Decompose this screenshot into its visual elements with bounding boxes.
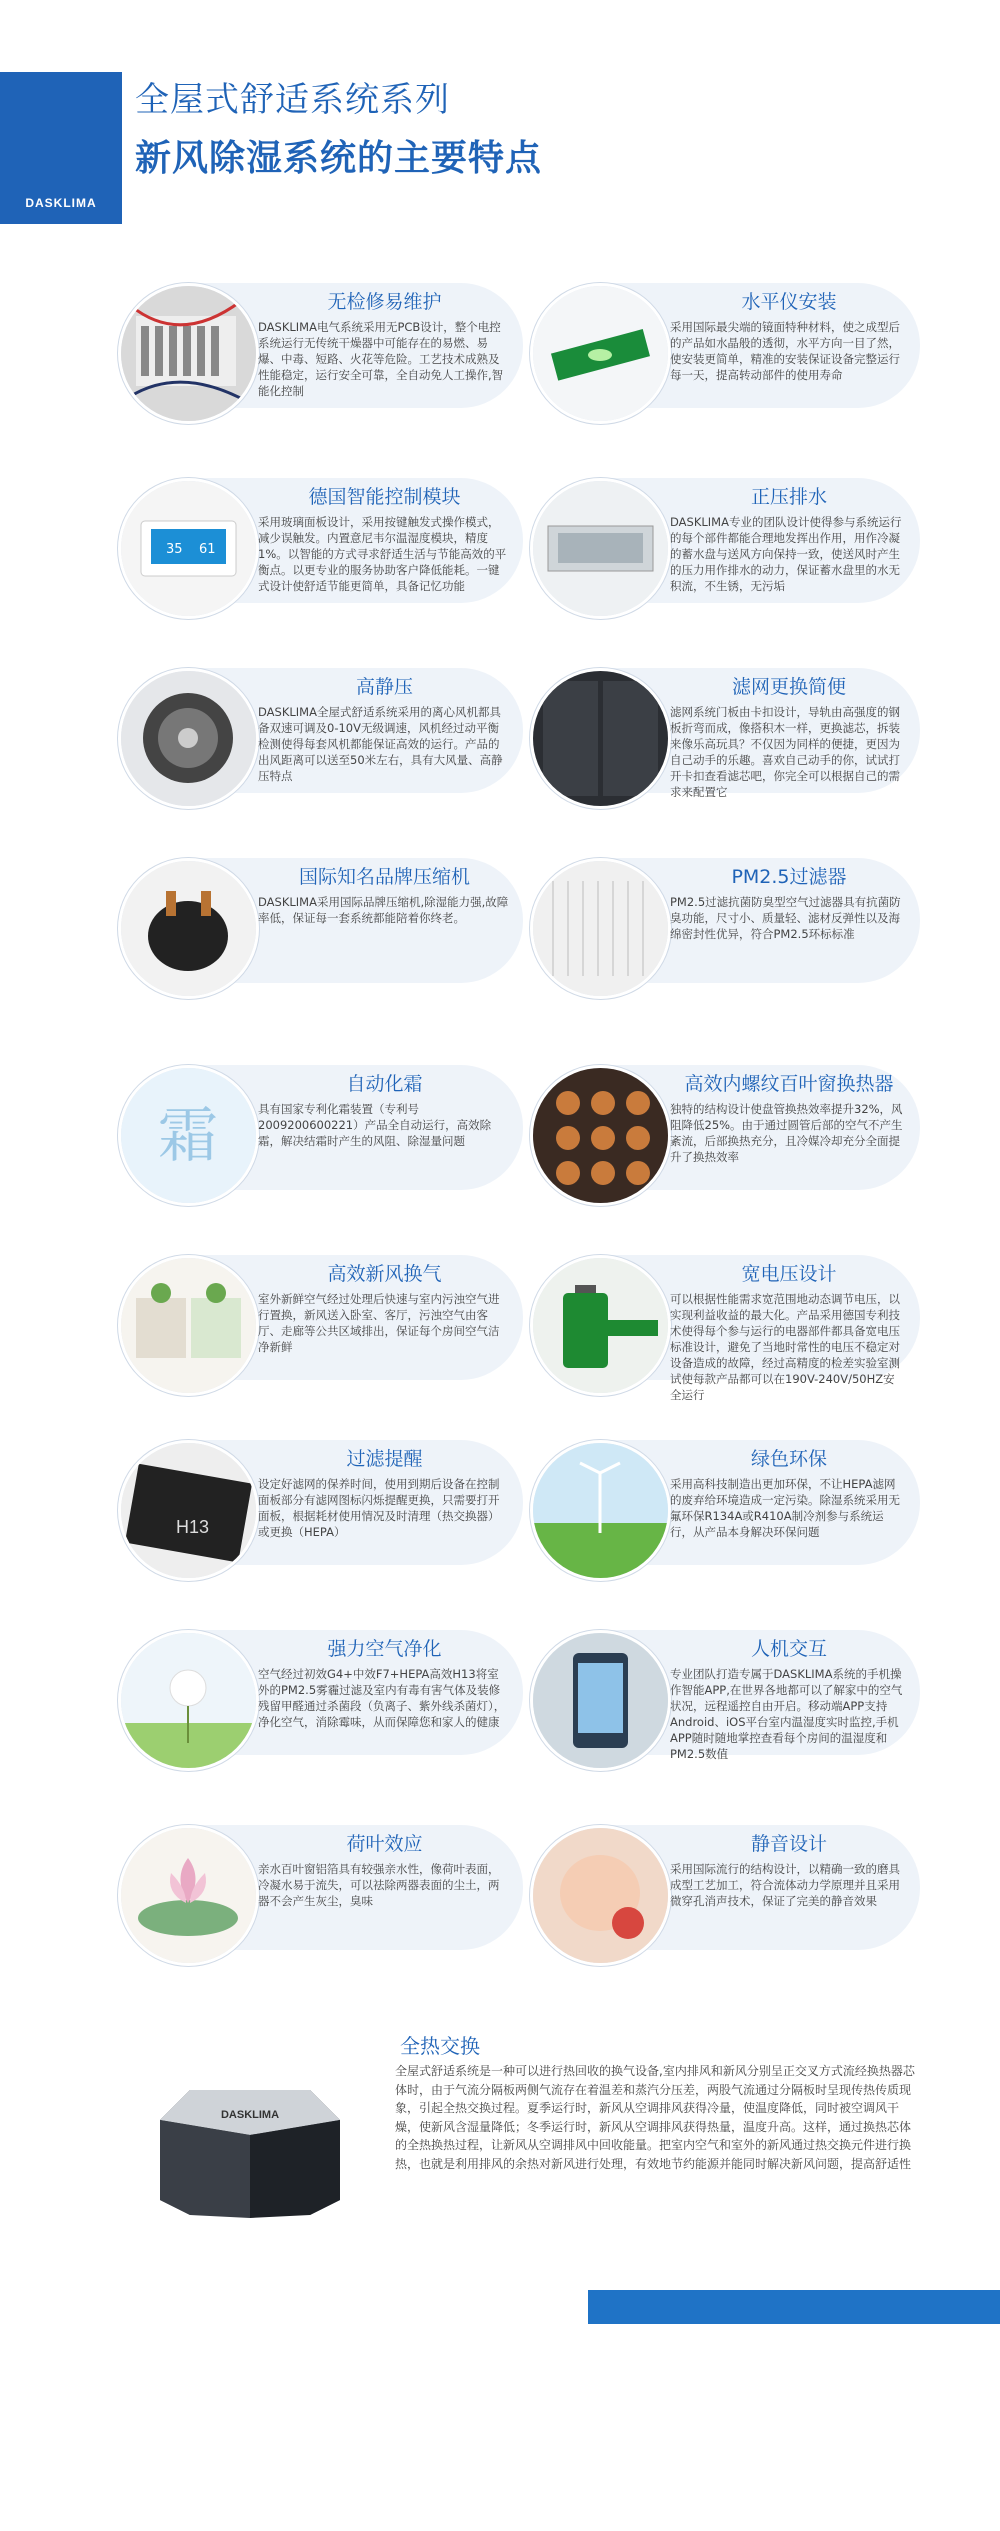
- feature-desc: 采用国际流行的结构设计，以精确一致的磨具成型工艺加工，符合流体动力学原理并且采用微穿孔消声技术，保证了完美的静音效果: [670, 1862, 900, 1908]
- dandelion-image: [118, 1630, 259, 1771]
- feature-desc: 空气经过初效G4+中效F7+HEPA高效H13将室外的PM2.5雾霾过滤及室内有毒有害气体及装修残留甲醛通过杀菌段（负离子、紫外线杀菌灯），净化空气，消除霉味，从而保障您和家人的健康: [258, 1667, 506, 1729]
- feature-title: 水平仪安装: [741, 291, 837, 313]
- feature-card: [530, 1255, 920, 1402]
- drain-unit-image: [530, 478, 671, 619]
- feature-card: [118, 1255, 523, 1380]
- feature-title: 强力空气净化: [327, 1638, 442, 1660]
- feature-card: [118, 283, 523, 408]
- feature-desc: DASKLIMA电气系统采用无PCB设计，整个电控系统运行无传统干燥器中可能存在的易燃、易爆、中毒、短路、火花等危险。工艺技术成熟及性能稳定，运行安全可靠，全自动免人工操作,智能化控制: [258, 320, 504, 398]
- feature-title: 高效新风换气: [327, 1263, 442, 1285]
- lotus-image: [118, 1825, 259, 1966]
- feature-card: [530, 1630, 920, 1761]
- feature-card: [530, 668, 920, 799]
- unit-logo-text: DASKLIMA: [220, 2109, 280, 2121]
- feature-card: [118, 668, 523, 793]
- feature-desc: DASKLIMA专业的团队设计使得参与系统运行的每个部件都能合理地发挥出作用，用作冷凝的蓄水盘与送风方向保持一致，使送风时产生的压力用作排水的动力，保证蓄水盘里的水无积流，不生锈，无污垢: [670, 515, 902, 593]
- copper-tubes-image: [530, 1065, 671, 1206]
- svg-text:H13: H13: [176, 1517, 210, 1537]
- svg-text:61: 61: [199, 542, 216, 557]
- heat-exchange-desc: 全屋式舒适系统是一种可以进行热回收的换气设备,室内排风和新风分别呈正交叉方式流经换热器芯体时，由于气流分隔板两侧气流存在着温差和蒸汽分压差，两股气流通过分隔板时呈现传热传质现象，引起全热交换过程。夏季运行时，新风从空调排风获得冷量，使温度降低，同时被空调风干燥，使新风含湿量降低；冬季运行时，新风从空调排风获得热量，温度升高。这样，通过换热芯体的全热换热过程，让新风从空调排风中回收能量。把室内空气和室外的新风通过热交换元件进行换热，也就是利用排风的余热对新风进行处理，有效地节约能源并能同时解决新风问题，提高舒适性: [395, 2064, 915, 2171]
- feature-title: 过滤提醒: [346, 1448, 423, 1470]
- feature-title: 人机交互: [750, 1638, 827, 1660]
- spirit-level-image: [530, 283, 671, 424]
- feature-desc: 可以根据性能需求宽范围地动态调节电压，以实现利益收益的最大化。产品采用德国专利技术使得每个参与运行的电器部件都具备宽电压标准设计，避免了当地时常性的电压不稳定对设备造成的故障，经过高精度的检差实验室测试使每款产品都可以在190V-240V/50HZ安全运行: [670, 1292, 900, 1402]
- heat-exchange-title: 全热交换: [400, 2034, 480, 2058]
- green-field-image: [530, 1440, 671, 1581]
- feature-card: [530, 478, 920, 603]
- feature-title: 正压排水: [750, 486, 827, 508]
- feature-desc: 室外新鲜空气经过处理后快速与室内污浊空气进行置换，新风送入卧室、客厅，污浊空气由客厅、走廊等公共区域排出，保证每个房间空气洁净新鲜: [258, 1292, 500, 1354]
- feature-title: PM2.5过滤器: [731, 866, 847, 888]
- feature-desc: 采用高科技制造出更加环保，不让HEPA滤网的废弃给环境造成一定污染。除湿系统采用无氟环保R134A或R410A制冷剂参与系统运行，从产品本身解决环保问题: [670, 1477, 900, 1539]
- heat-exchanger-unit-image: [150, 2060, 350, 2220]
- feature-title: 高静压: [355, 676, 413, 698]
- feature-title: 高效内螺纹百叶窗换热器: [684, 1073, 894, 1095]
- brand-logo-block: [0, 72, 122, 224]
- compressor-image: [118, 858, 259, 999]
- h13-filter-image: [118, 1440, 259, 1581]
- feature-desc: DASKLIMA采用国际品牌压缩机,除湿能力强,故障率低，保证每一套系统都能陪着你终老。: [258, 895, 509, 925]
- feature-title: 静音设计: [750, 1833, 827, 1855]
- sleeping-baby-image: [530, 1825, 671, 1966]
- feature-title: 德国智能控制模块: [308, 486, 461, 508]
- svg-text:霜: 霜: [158, 1101, 218, 1171]
- feature-desc: PM2.5过滤抗菌防臭型空气过滤器具有抗菌防臭功能，尺寸小、质量轻、滤材反弹性以及海绵密封性优异，符合PM2.5环标标准: [670, 895, 901, 941]
- svg-text:35: 35: [166, 542, 183, 557]
- feature-card: [530, 1825, 920, 1950]
- feature-card: [530, 858, 920, 983]
- feature-title: 无检修易维护: [327, 291, 442, 313]
- battery-image: [530, 1255, 671, 1396]
- feature-card: [118, 478, 523, 603]
- feature-desc: 设定好滤网的保养时间，使用到期后设备在控制面板部分有滤网图标闪烁提醒更换，只需要打开面板，根据耗材使用情况及时清理（热交换器）或更换（HEPA）: [258, 1477, 500, 1539]
- brand-logo: DASKLIMA: [25, 196, 97, 210]
- feature-title: 自动化霜: [346, 1073, 423, 1095]
- feature-title: 国际知名品牌压缩机: [298, 866, 470, 888]
- feature-card: [530, 1440, 920, 1565]
- feature-desc: 具有国家专利化霜装置（专利号2009200600221）产品全自动运行，高效除霜，解决结霜时产生的风阻、除湿量问题: [258, 1102, 492, 1148]
- feature-title: 绿色环保: [750, 1448, 827, 1470]
- feature-desc: 独特的结构设计使盘管换热效率提升32%，风阻降低25%。由于通过圆管后部的空气不产生紊流，后部换热充分，且冷媒冷却充分全面提升了换热效率: [670, 1102, 903, 1164]
- footer-accent-bar: [588, 2290, 1000, 2324]
- feature-title: 荷叶效应: [346, 1833, 423, 1855]
- frost-character-image: [118, 1065, 259, 1206]
- fresh-air-room-image: [118, 1255, 259, 1396]
- feature-desc: 采用国际最尖端的镜面特种材料，使之成型后的产品如水晶般的透彻，水平方向一目了然，使安装更简单，精准的安装保证设备完整运行每一天，提高转动部件的使用寿命: [670, 320, 900, 382]
- feature-card: [530, 1065, 920, 1190]
- page-subtitle: 新风除湿系统的主要特点: [135, 138, 543, 179]
- feature-desc: 采用玻璃面板设计，采用按键触发式操作模式，减少误触发。内置意尼韦尔温湿度模块，精度1%。以智能的方式寻求舒适生活与节能高效的平衡点。以更专业的服务协助客户降低能耗。一键式设计使舒适节能更简单，具备记忆功能: [258, 515, 507, 593]
- filter-panel-image: [530, 668, 671, 809]
- feature-card: [118, 1440, 523, 1565]
- feature-desc: 亲水百叶窗铝箔具有较强亲水性，像荷叶表面，冷凝水易于流失，可以祛除两器表面的尘土，两器不会产生灰尘，臭味: [258, 1862, 500, 1908]
- feature-card: [118, 1825, 523, 1950]
- feature-desc: 滤网系统门板由卡扣设计，导轨由高强度的钢板折弯而成，像搭积木一样，更换滤芯，拆装来像乐高玩具？不仅因为同样的便捷，更因为自己动手的乐趣。喜欢自己动手的你，试试打开卡扣查看滤芯吧，你完全可以根据自己的需求来配置它: [670, 705, 900, 799]
- feature-desc: DASKLIMA全屋式舒适系统采用的离心风机都具备双速可调及0-10V无级调速，风机经过动平衡检测使得每套风机都能保证高效的运行。产品的出风距离可以送至50米左右，具有大风量、高静压特点: [258, 705, 503, 783]
- pm25-filter-image: [530, 858, 671, 999]
- feature-card: [530, 283, 920, 408]
- feature-card: [118, 1630, 523, 1755]
- electrical-terminals-image: [118, 283, 259, 424]
- feature-title: 宽电压设计: [741, 1263, 837, 1285]
- centrifugal-fan-image: [118, 668, 259, 809]
- control-panel-image: [118, 478, 259, 619]
- page-title: 全屋式舒适系统系列: [135, 80, 450, 120]
- feature-card: [118, 1065, 523, 1190]
- feature-title: 滤网更换简便: [731, 676, 846, 698]
- feature-card: [118, 858, 523, 983]
- feature-desc: 专业团队打造专属于DASKLIMA系统的手机操作智能APP,在世界各地都可以了解家中的空气状况，远程遥控自由开启。移动端APP支持Android、iOS平台室内温湿度实时监控,手机APP随时随地掌控查看每个房间的温湿度和PM2.5数值: [670, 1667, 903, 1761]
- smart-app-image: [530, 1630, 671, 1771]
